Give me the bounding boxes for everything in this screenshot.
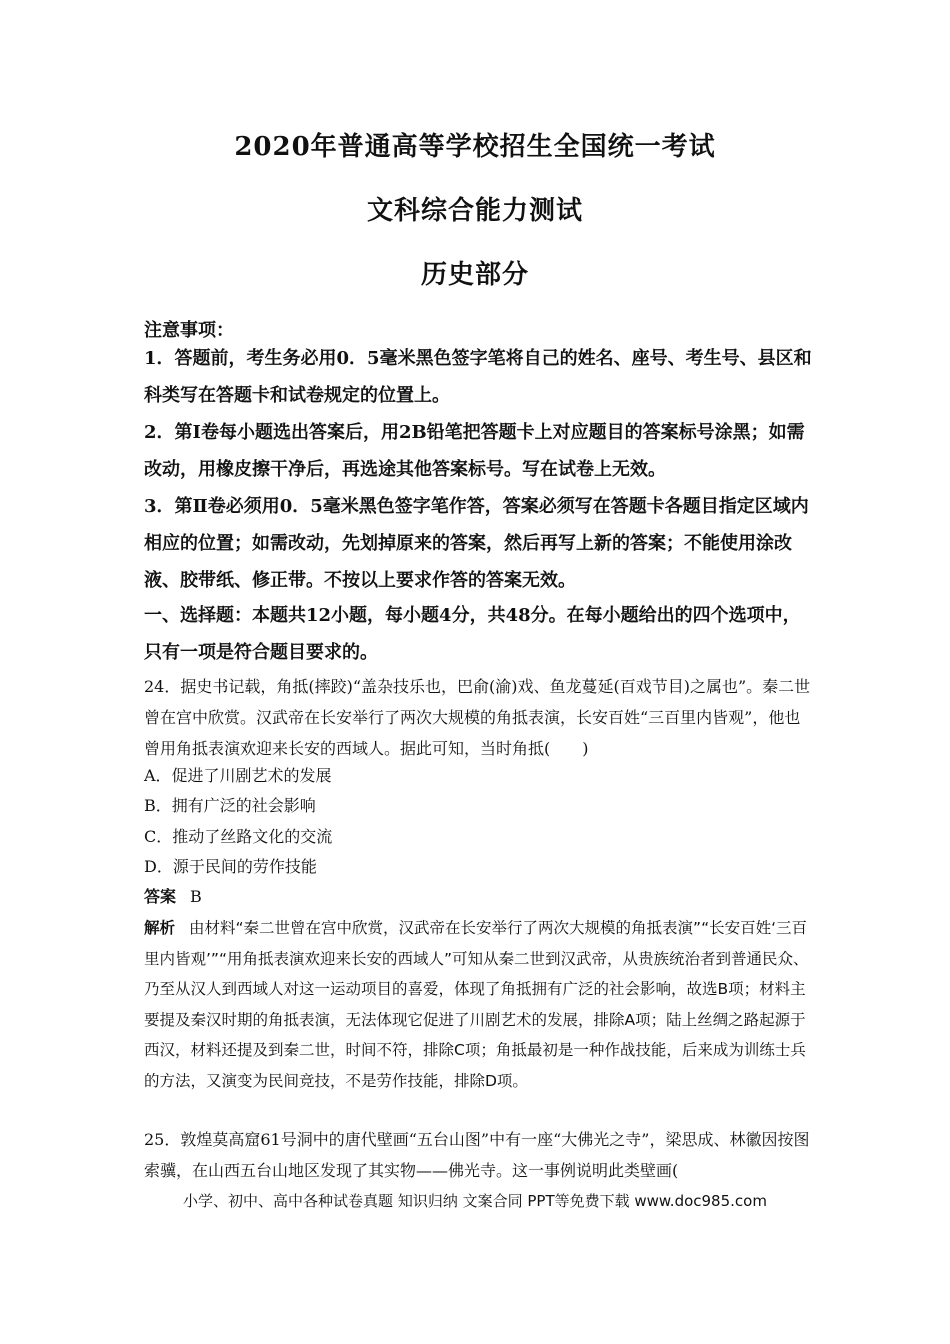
exam-title: 2020年普通高等学校招生全国统一考试 bbox=[234, 132, 716, 162]
question-24-option-a: A．促进了川剧艺术的发展 bbox=[144, 766, 332, 785]
notice-item-1: 1．答题前，考生务必用0．5毫米黑色签字笔将自己的姓名、座号、考生号、县区和科类写在答题卡和试卷规定的位置上。 bbox=[144, 348, 812, 406]
analysis-block bbox=[144, 913, 812, 1096]
notice-item-3: 3．第Ⅱ卷必须用0．5毫米黑色签字笔作答，答案必须写在答题卡各题目指定区域内相应的位置；如需改动，先划掉原来的答案，然后再写上新的答案；不能使用涂改液、胶带纸、修正带。不按以上要求作答的答案无效。 bbox=[144, 496, 809, 591]
question-24-option-b: B．拥有广泛的社会影响 bbox=[144, 796, 316, 815]
analysis-text: 由材料“秦二世曾在宫中欣赏，汉武帝在长安举行了两次大规模的角抵表演”“长安百姓‘三百里内皆观’”“用角抵表演欢迎来长安的西域人”可知从秦二世到汉武帝，从贵族统治者到普通民众、乃至从汉人到西域人对这一运动项目的喜爱，体现了角抵拥有广泛的社会影响，故选B项；材料主要提及秦汉时期的角抵表演，无法体现它促进了川剧艺术的发展，排除A项；陆上丝绸之路起源于西汉，材料还提及到秦二世，时间不符，排除C项；角抵最初是一种作战技能，后来成为训练士兵的方法，又演变为民间竞技，不是劳作技能，排除D项。 bbox=[144, 919, 809, 1090]
footer-promo: 小学、初中、高中各种试卷真题 知识归纳 文案合同 PPT等免费下载 www.doc985.com bbox=[183, 1192, 767, 1210]
notice-heading: 注意事项： bbox=[144, 320, 234, 341]
question-24-option-c: C．推动了丝路文化的交流 bbox=[144, 827, 333, 846]
question-25-stem: 25．敦煌莫高窟61号洞中的唐代壁画“五台山图”中有一座“大佛光之寺”，梁思成、林徽因按图索骥，在山西五台山地区发现了其实物——佛光寺。这一事例说明此类壁画( bbox=[144, 1130, 810, 1180]
notice-item-2: 2．第Ⅰ卷每小题选出答案后，用2B铅笔把答题卡上对应题目的答案标号涂黑；如需改动，用橡皮擦干净后，再选途其他答案标号。写在试卷上无效。 bbox=[144, 422, 805, 480]
multiple-choice-instructions: 一、选择题：本题共12小题，每小题4分，共48分。在每小题给出的四个选项中，只有一项是符合题目要求的。 bbox=[144, 605, 801, 663]
section-title: 历史部分 bbox=[420, 260, 529, 290]
answer-label: 答案 bbox=[144, 887, 177, 906]
answer-line bbox=[144, 882, 202, 912]
question-24-stem: 24．据史书记载，角抵(摔跤)“盖杂技乐也，巴俞(渝)戏、鱼龙蔓延(百戏节目)之属也”。秦二世曾在宫中欣赏。汉武帝在长安举行了两次大规模的角抵表演，长安百姓“三百里内皆观”，他也曾用角抵表演欢迎来长安的西域人。据此可知，当时角抵( ) bbox=[144, 677, 811, 758]
answer-value: B bbox=[190, 887, 202, 906]
exam-subtitle: 文科综合能力测试 bbox=[366, 196, 583, 226]
question-24-option-d: D．源于民间的劳作技能 bbox=[144, 857, 317, 876]
analysis-label: 解析 bbox=[144, 918, 176, 937]
